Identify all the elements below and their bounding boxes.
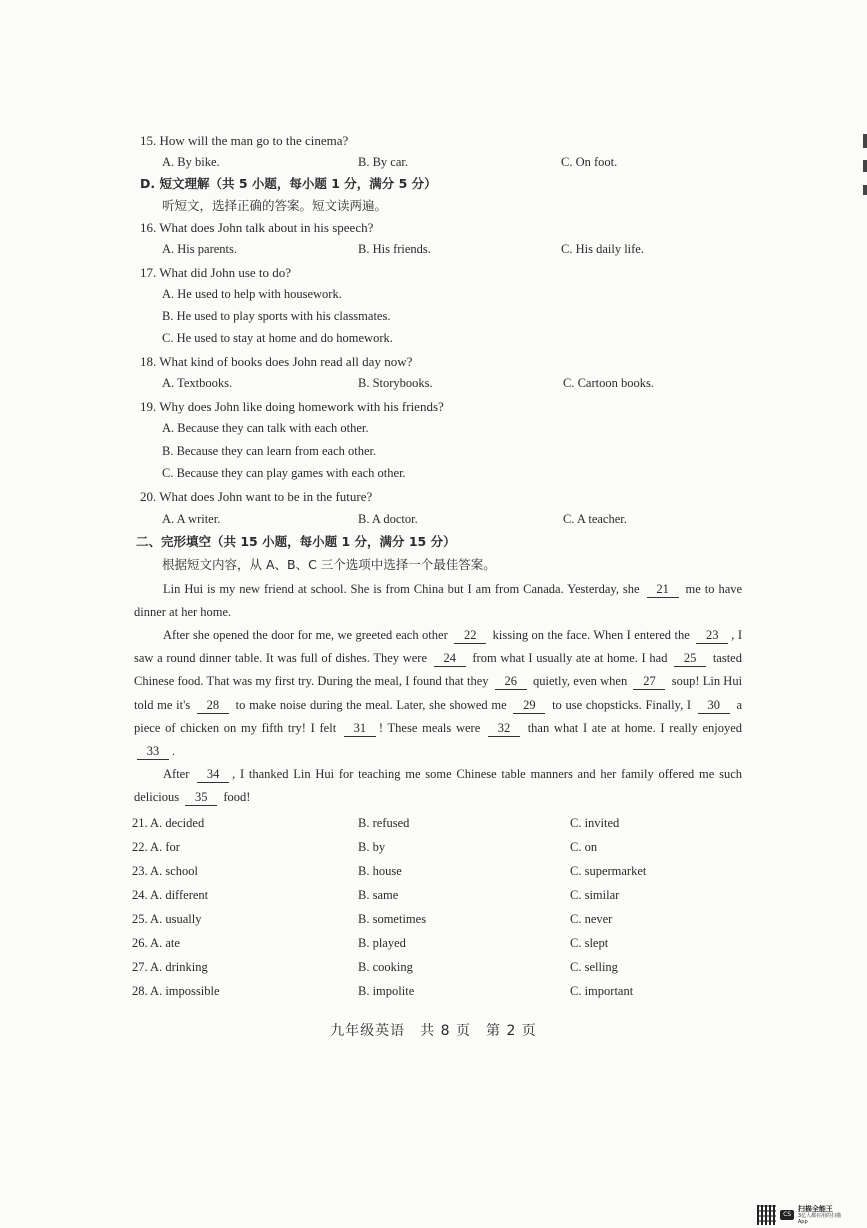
- passage-text: soup! Lin Hui told me it's: [134, 674, 743, 712]
- q24-option-b: B. same: [358, 888, 399, 902]
- q25-option-c: C. never: [570, 912, 613, 926]
- q18-option-b: B. Storybooks.: [358, 376, 433, 390]
- blank-28: 28: [197, 698, 229, 714]
- passage-text: After she opened the door for me, we greeted each other: [163, 628, 448, 642]
- cs-logo-icon: CS: [780, 1210, 794, 1220]
- blank-32: 32: [488, 721, 520, 737]
- q19-option-a: A. Because they can talk with each other.: [162, 421, 369, 435]
- section-2-instruction: 根据短文内容，从 A、B、C 三个选项中选择一个最佳答案。: [162, 557, 496, 572]
- q21-option-c: C. invited: [570, 816, 620, 830]
- q24-option-c: C. similar: [570, 888, 620, 902]
- q19-option-c: C. Because they can play games with each other.: [162, 466, 406, 480]
- q15-option-c: C. On foot.: [561, 155, 618, 169]
- passage-text: ! These meals were: [378, 720, 481, 735]
- q26-option-b: B. played: [358, 936, 406, 950]
- q28-option-b: B. impolite: [358, 984, 415, 998]
- q23-option-b: B. house: [358, 864, 402, 878]
- passage-text: Lin Hui is my new friend at school. She is from China but I am from Canada. Yesterday, she: [163, 582, 640, 596]
- q26-option-a: 26. A. ate: [132, 936, 180, 950]
- blank-26: 26: [495, 674, 527, 690]
- question-16-stem: 16. What does John talk about in his speech?: [140, 220, 374, 235]
- badge-text: [798, 1205, 849, 1225]
- q25-option-a: 25. A. usually: [132, 912, 202, 926]
- section-d-instruction: 听短文，选择正确的答案。短文读两遍。: [162, 198, 388, 213]
- q15-option-b: B. By car.: [358, 155, 408, 169]
- passage-text: from what I usually ate at home. I had: [472, 651, 668, 666]
- q18-option-c: C. Cartoon books.: [563, 376, 654, 390]
- badge-title: 扫描全能王: [797, 1205, 833, 1213]
- q17-option-a: A. He used to help with housework.: [162, 287, 342, 301]
- blank-24: 24: [434, 651, 466, 667]
- passage-text: a piece of chicken on my fifth try! I felt: [134, 697, 743, 735]
- section-d-title: D. 短文理解（共 5 小题，每小题 1 分，满分 5 分）: [140, 176, 437, 191]
- question-18-stem: 18. What kind of books does John read all day now?: [140, 354, 413, 369]
- passage-text: After: [163, 767, 190, 781]
- q28-option-c: C. important: [570, 984, 634, 998]
- q23-option-c: C. supermarket: [570, 864, 647, 878]
- q16-option-b: B. His friends.: [358, 242, 431, 256]
- passage-text: food!: [223, 790, 251, 805]
- q27-option-a: 27. A. drinking: [132, 960, 208, 974]
- passage-paragraph-1: [134, 578, 742, 624]
- q26-option-c: C. slept: [570, 936, 609, 950]
- q27-option-b: B. cooking: [358, 960, 413, 974]
- q27-option-c: C. selling: [570, 960, 618, 974]
- blank-27: 27: [633, 674, 665, 690]
- passage-text: , I saw a round dinner table. It was full of dishes. They were: [134, 628, 742, 666]
- blank-34: 34: [197, 767, 229, 783]
- badge-subtitle: 3亿人都在用的扫描App: [797, 1213, 842, 1225]
- passage-text: to make noise during the meal. Later, she showed me: [235, 697, 507, 712]
- q22-option-a: 22. A. for: [132, 840, 180, 854]
- question-20-stem: 20. What does John want to be in the future?: [140, 489, 373, 504]
- question-15-stem: 15. How will the man go to the cinema?: [140, 133, 349, 148]
- q24-option-a: 24. A. different: [132, 888, 209, 902]
- q15-option-a: A. By bike.: [162, 155, 220, 169]
- scanner-watermark-badge: [757, 1205, 849, 1225]
- blank-31: 31: [344, 721, 376, 737]
- passage-text: .: [172, 744, 176, 759]
- page-footer: 九年级英语 共 8 页 第 2 页: [330, 1023, 537, 1039]
- blank-25: 25: [674, 651, 706, 667]
- q22-option-c: C. on: [570, 840, 598, 854]
- question-17-stem: 17. What did John use to do?: [140, 265, 292, 280]
- q23-option-a: 23. A. school: [132, 864, 198, 878]
- passage-paragraph-3: [134, 763, 742, 809]
- blank-22: 22: [454, 628, 486, 644]
- blank-35: 35: [185, 790, 217, 806]
- q17-option-b: B. He used to play sports with his classmates.: [162, 309, 391, 323]
- q17-option-c: C. He used to stay at home and do homework.: [162, 331, 393, 345]
- q22-option-b: B. by: [358, 840, 386, 854]
- q20-option-a: A. A writer.: [162, 512, 221, 526]
- blank-23: 23: [696, 628, 728, 644]
- q16-option-c: C. His daily life.: [561, 242, 644, 256]
- passage-text: quietly, even when: [533, 674, 628, 689]
- q28-option-a: 28. A. impossible: [132, 984, 220, 998]
- section-2-title: 二、完形填空（共 15 小题，每小题 1 分，满分 15 分）: [136, 534, 456, 549]
- question-19-stem: 19. Why does John like doing homework with his friends?: [140, 399, 444, 414]
- blank-29: 29: [513, 698, 545, 714]
- q20-option-c: C. A teacher.: [563, 512, 627, 526]
- passage-text: , I thanked Lin Hui for teaching me some Chinese table manners and her family offered me such delicious: [134, 767, 742, 805]
- edge-mark: [863, 160, 867, 172]
- passage-paragraph-2: [134, 624, 742, 763]
- q20-option-b: B. A doctor.: [358, 512, 418, 526]
- blank-33: 33: [137, 744, 169, 760]
- passage-text: me to have dinner at her home.: [134, 582, 743, 620]
- passage-text: to use chopsticks. Finally, I: [552, 697, 692, 712]
- passage-text: tasted Chinese food. That was my first try. During the meal, I found that they: [134, 651, 742, 689]
- q19-option-b: B. Because they can learn from each other.: [162, 444, 377, 458]
- q25-option-b: B. sometimes: [358, 912, 427, 926]
- q18-option-a: A. Textbooks.: [162, 376, 233, 390]
- passage-text: kissing on the face. When I entered the: [492, 628, 690, 642]
- blank-30: 30: [698, 698, 730, 714]
- blank-21: 21: [647, 582, 679, 598]
- q21-option-b: B. refused: [358, 816, 410, 830]
- q21-option-a: 21. A. decided: [132, 816, 205, 830]
- qr-code-icon: [757, 1205, 776, 1225]
- passage-text: than what I ate at home. I really enjoyed: [527, 720, 743, 735]
- q16-option-a: A. His parents.: [162, 242, 237, 256]
